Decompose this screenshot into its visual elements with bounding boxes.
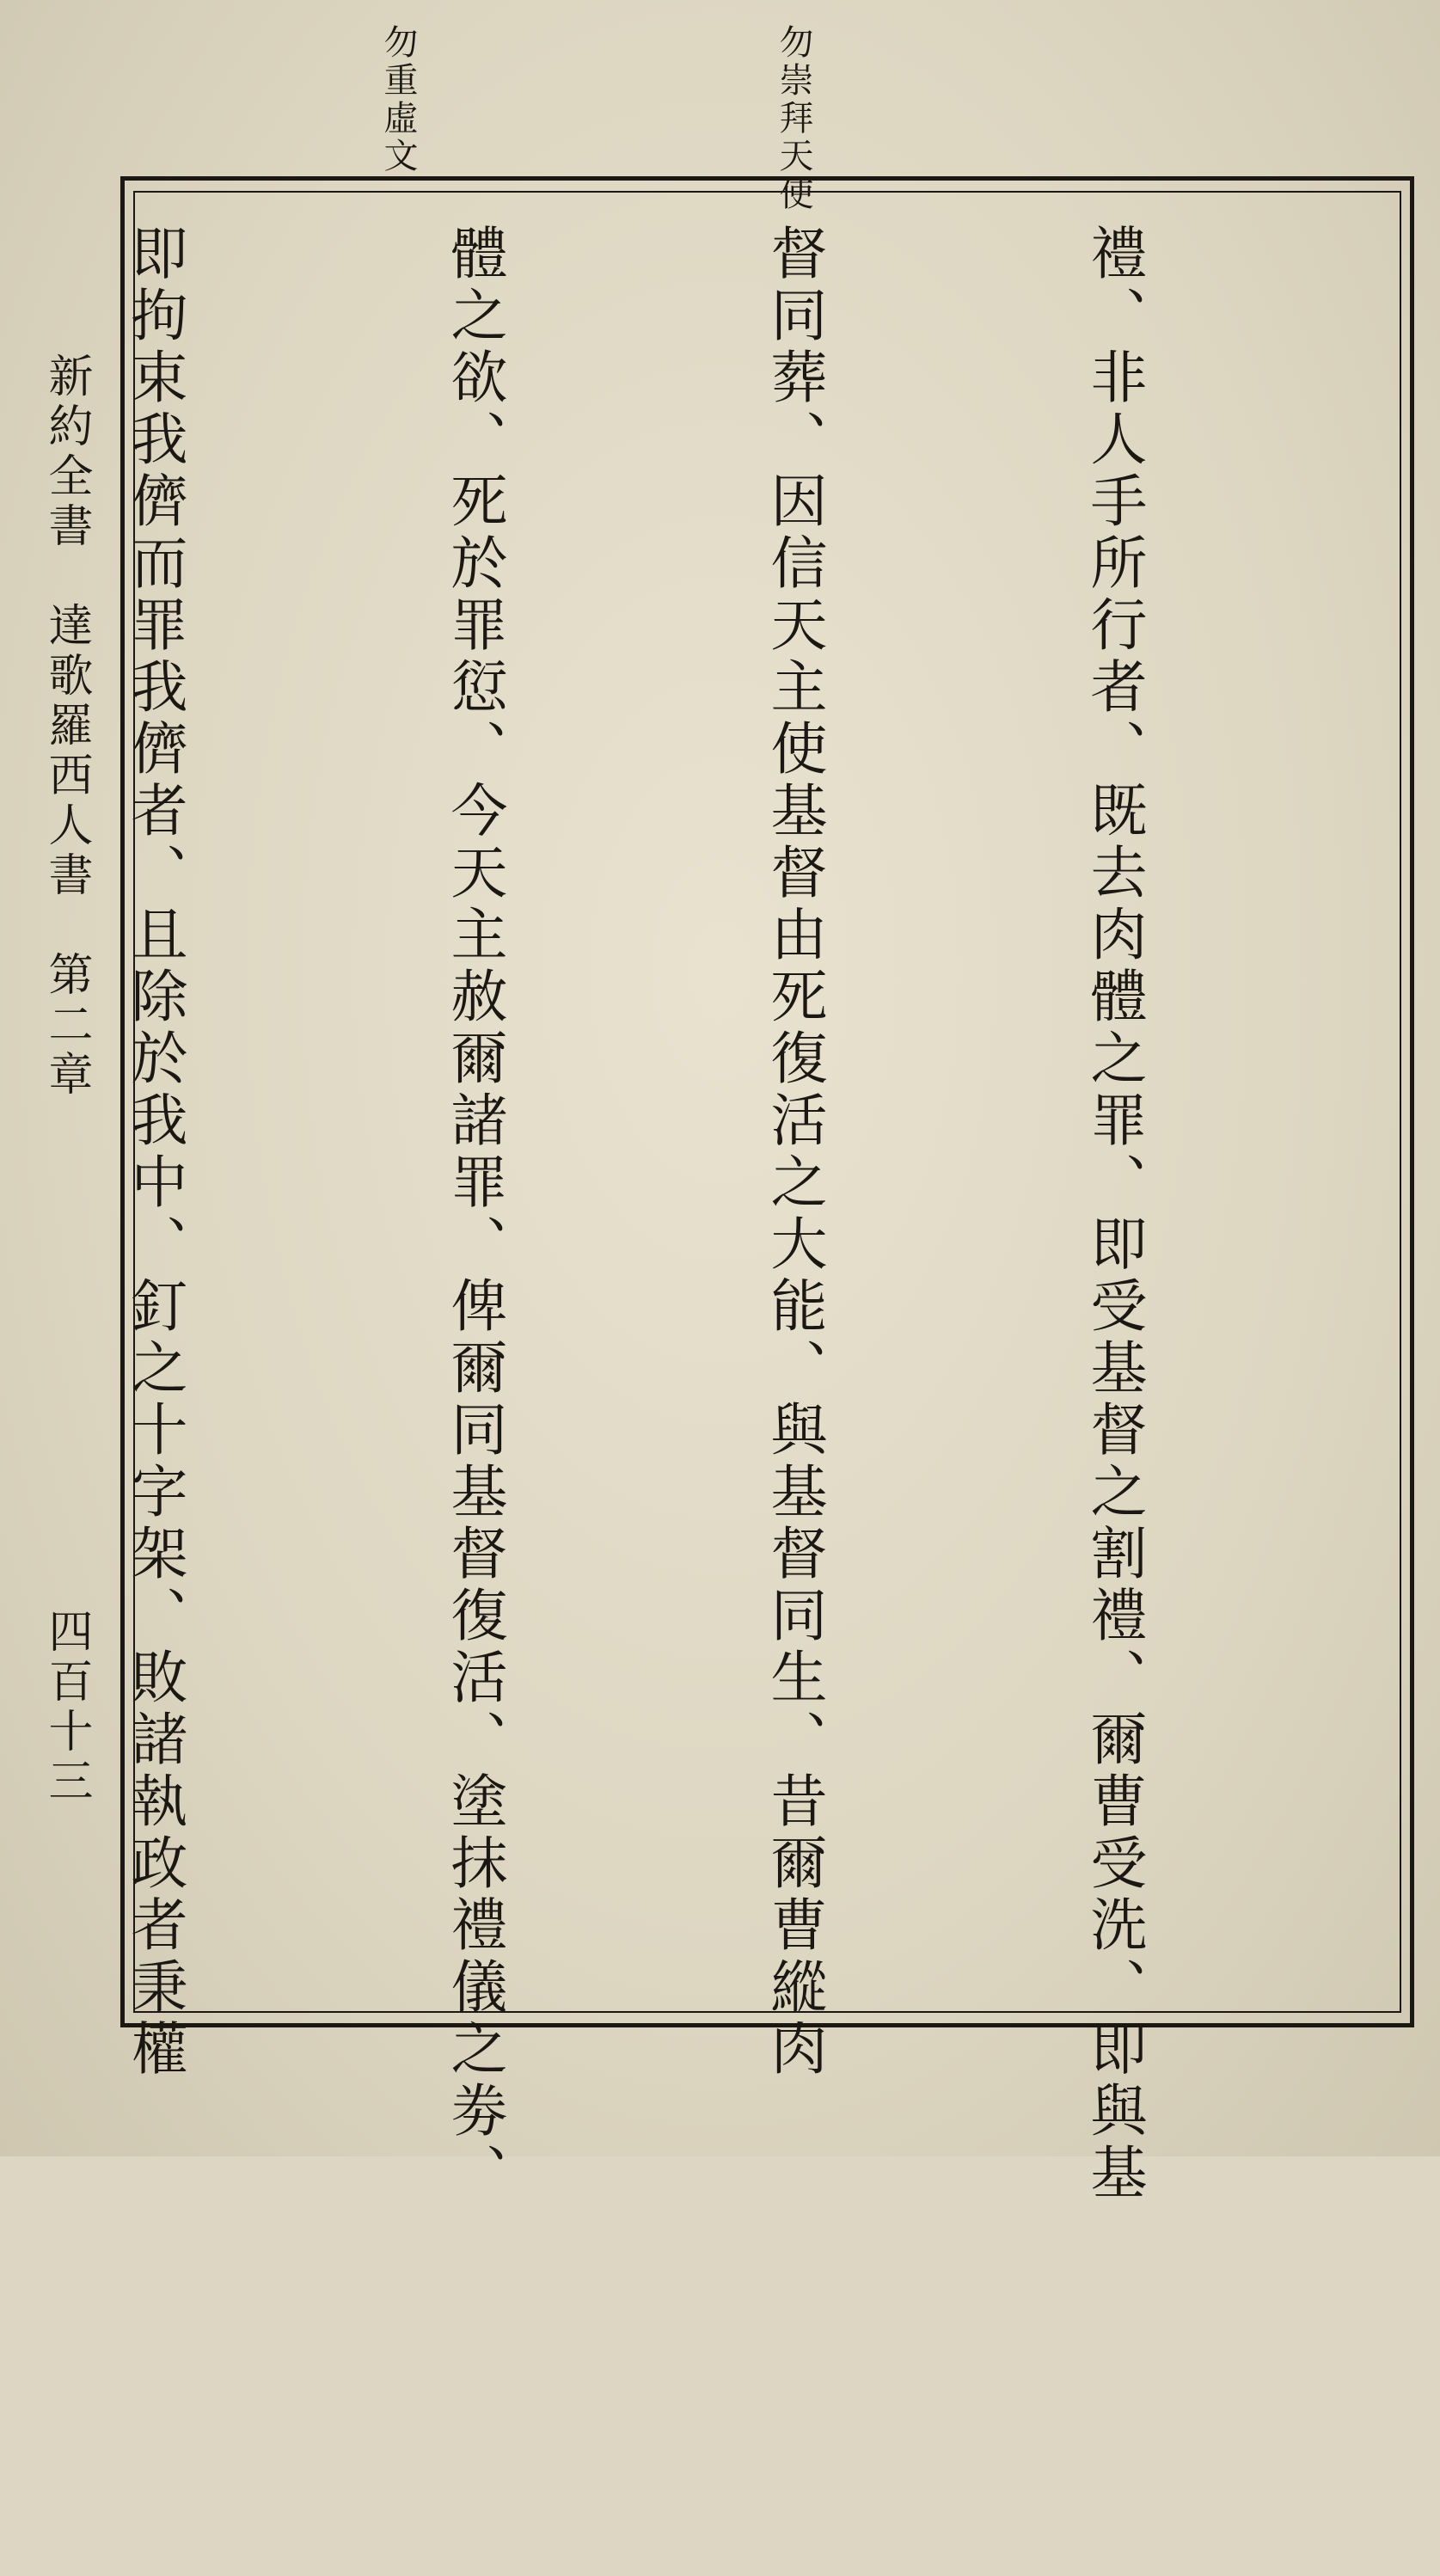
text-column: 督同葬、因信天主使基督由死復活之大能、與基督同生、昔爾曹縱肉 [761,224,827,2081]
body-text [121,224,1380,2205]
page-number: 四百十三 [40,1608,92,1807]
running-head: 新約全書 達歌羅西人書 第二章 [40,353,92,1101]
margin-note-worship-angels: 勿崇拜天使 [774,24,813,213]
text-frame [120,176,1414,2205]
text-column: 體之欲、死於罪愆、今天主赦爾諸罪、俾爾同基督復活、塗抹禮儀之劵、 [441,224,507,2205]
text-column: 禮、非人手所行者、既去肉體之罪、即受基督之割禮、爾曹受洗、即與基 [1081,224,1147,2205]
text-column: 即拘束我儕而罪我儕者、且除於我中、釘之十字架、敗諸執政者秉權 [121,224,187,2081]
margin-note-empty-rituals: 勿重虛文 [378,24,418,175]
